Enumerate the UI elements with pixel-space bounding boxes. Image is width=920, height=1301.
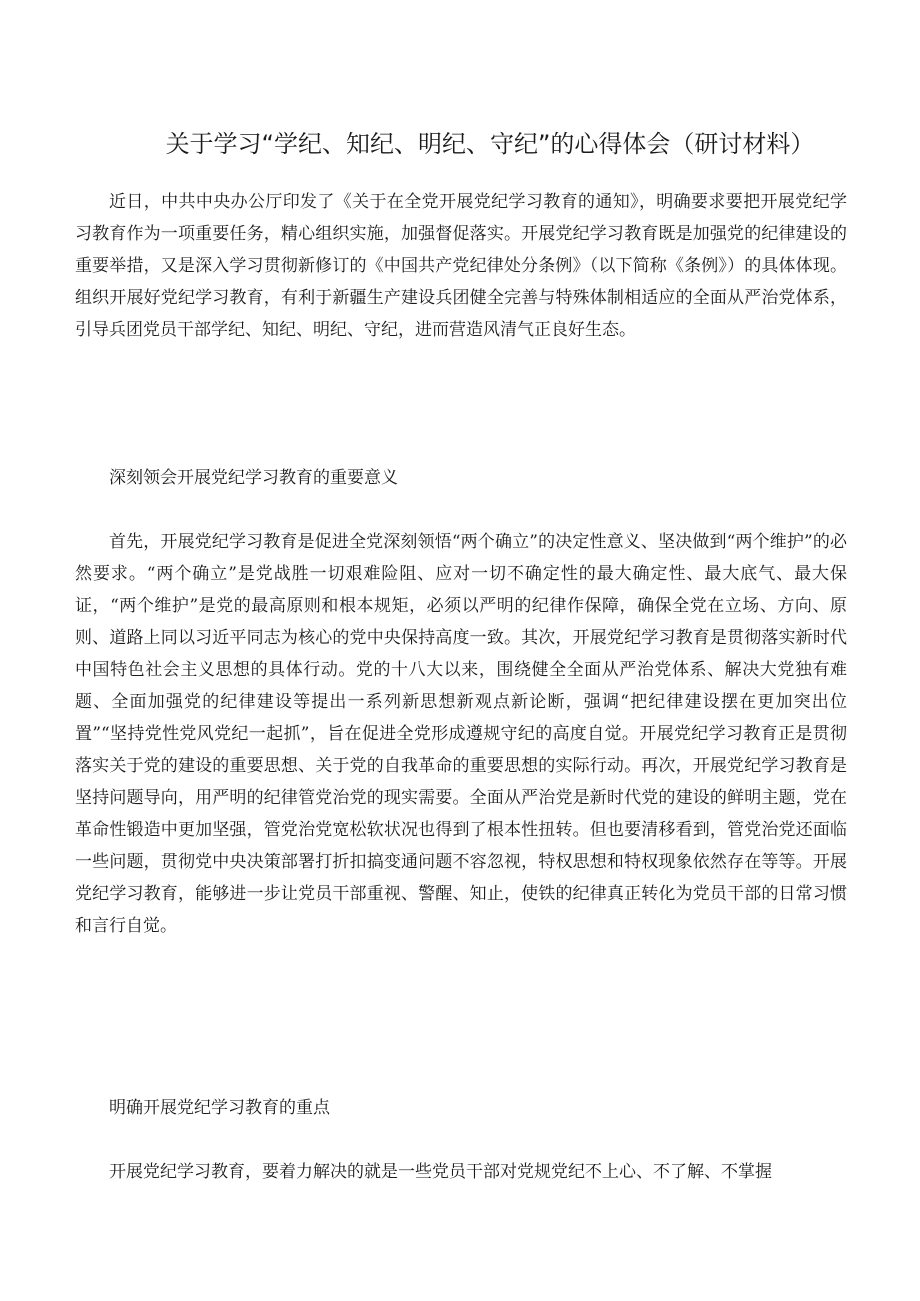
section-heading-significance: 深刻领会开展党纪学习教育的重要意义 xyxy=(109,468,398,488)
paragraph-intro: 近日，中共中央办公厅印发了《关于在全党开展党纪学习教育的通知》，明确要求要把开展党纪学习教育作为一项重要任务，精心组织实施，加强督促落实。开展党纪学习教育既是加强党的纪律建设的重要举措，又是深入学习贯彻新修订的《中国共产党纪律处分条例》（以下简称《条例》）的具体体现。组织开展好党纪学习教育，有利于新疆生产建设兵团健全完善与特殊体制相适应的全面从严治党体系，引导兵团党员干部学纪、知纪、明纪、守纪，进而营造风清气正良好生态。 xyxy=(75,192,847,340)
section-heading-focus: 明确开展党纪学习教育的重点 xyxy=(109,1098,330,1118)
paragraph-significance: 首先，开展党纪学习教育是促进全党深刻领悟“两个确立”的决定性意义、坚决做到“两个维护”的必然要求。“两个确立”是党战胜一切艰难险阻、应对一切不确定性的最大确定性、最大底气、最大保证，“两个维护”是党的最高原则和根本规矩，必须以严明的纪律作保障，确保全党在立场、方向、原则、道路上同以习近平同志为核心的党中央保持高度一致。其次，开展党纪学习教育是贯彻落实新时代中国特色社会主义思想的具体行动。党的十八大以来，围绕健全全面从严治党体系、解决大党独有难题、全面加强党的纪律建设等提出一系列新思想新观点新论断，强调“把纪律建设摆在更加突出位置”“坚持党性党风党纪一起抓”，旨在促进全党形成遵规守纪的高度自觉。开展党纪学习教育正是贯彻落实关于党的建设的重要思想、关于党的自我革命的重要思想的实际行动。再次，开展党纪学习教育是坚持问题导向，用严明的纪律管党治党的现实需要。全面从严治党是新时代党的建设的鲜明主题，党在革命性锻造中更加坚强，管党治党宽松软状况也得到了根本性扭转。但也要清移看到，管党治党还面临一些问题，贯彻党中央决策部署打折扣搞变通问题不容忽视，特权思想和特权现象依然存在等等。开展党纪学习教育，能够进一步让党员干部重视、警醒、知止，使铁的纪律真正转化为党员干部的日常习惯和言行自觉。 xyxy=(75,532,847,936)
paragraph-focus: 开展党纪学习教育，要着力解决的就是一些党员干部对党规党纪不上心、不了解、不掌握 xyxy=(109,1162,772,1182)
document-title: 关于学习“学纪、知纪、明纪、守纪”的心得体会（研讨材料） xyxy=(165,130,815,158)
